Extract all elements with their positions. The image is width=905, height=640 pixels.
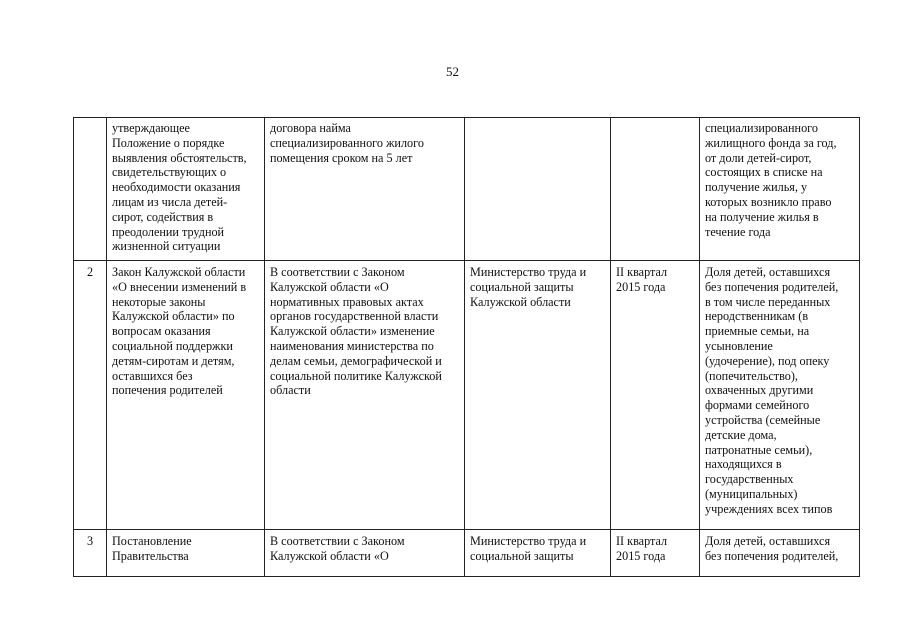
document-cell: Закон Калужской области «О внесении изменений в некоторые законы Калужской области» по вопросам оказания социальной поддержки детям-сиротам и детям, оставшихся без попечения родителей [107,261,265,530]
table-row [74,261,860,530]
deadline-cell: II квартал 2015 года [611,530,700,577]
table-row [74,118,860,261]
indicator-cell: Доля детей, оставшихся без попечения родителей, в том числе переданных неродственникам (в приемные семьи, на усыновление (удочерение), под опеку (попечительство), охваченных другими формами семейного устройства (семейные детские дома, патронатные семьи), находящихся в государственных (муниципальных) учреждениях всех типов [700,261,860,530]
indicator-cell: специализированного жилищного фонда за год, от доли детей-сирот, состоящих в списке на получение жилья, у которых возникло право на получение жилья в течение года [700,118,860,261]
basis-cell: В соответствии с Законом Калужской области «О [265,530,465,577]
deadline-cell: II квартал 2015 года [611,261,700,530]
table-row [74,530,860,577]
row-number-cell [74,118,107,261]
basis-cell: договора найма специализированного жилого помещения сроком на 5 лет [265,118,465,261]
measures-table [73,117,860,577]
indicator-cell: Доля детей, оставшихся без попечения родителей, [700,530,860,577]
executor-cell: Министерство труда и социальной защиты Калужской области [465,261,611,530]
row-number-cell: 2 [74,261,107,530]
document-cell: Постановление Правительства [107,530,265,577]
executor-cell: Министерство труда и социальной защиты [465,530,611,577]
basis-cell: В соответствии с Законом Калужской области «О нормативных правовых актах органов государственной власти Калужской области» изменение наименования министерства по делам семьи, демографической и социальной политике Калужской области [265,261,465,530]
row-number-cell: 3 [74,530,107,577]
executor-cell [465,118,611,261]
page-number: 52 [446,64,459,79]
document-cell: утверждающее Положение о порядке выявления обстоятельств, свидетельствующих о необходимости оказания лицам из числа детей- сирот, содействия в преодолении трудной жизненной ситуации [107,118,265,261]
deadline-cell [611,118,700,261]
